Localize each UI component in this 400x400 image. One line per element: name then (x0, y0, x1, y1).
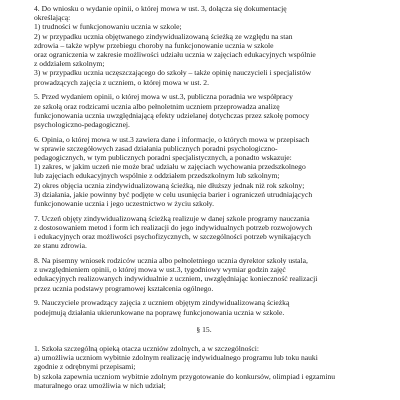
text-line: 8. Na pisemny wniosek rodziców ucznia albo pełnoletniego ucznia dyrektor szkoły ustala, (34, 256, 308, 266)
text-line: 1. Szkoła szczególną opieką otacza uczniów zdolnych, a w szczególności: (34, 344, 259, 353)
text-line: oraz ograniczenia w zakresie możliwości udziału ucznia w zajęciach edukacyjnych wspólnie (34, 50, 316, 60)
text-line: 9. Nauczyciele prowadzący zajęcia z uczniem objętym zindywidualizowaną ścieżką (34, 298, 290, 308)
paragraph-7 (34, 214, 374, 251)
text-line: 5. Przed wydaniem opinii, o której mowa w ust.3, publiczna poradnia we współpracy (34, 92, 293, 102)
text-line: zgodnie z odrębnymi przepisami; (34, 362, 136, 372)
text-line: 7. Uczeń objęty zindywidualizowaną ścieżką realizuje w danej szkole programy nauczania (34, 213, 310, 223)
paragraph-6 (34, 135, 374, 209)
text-line: lub zajęciach edukacyjnych wspólnie z oddziałem przedszkolnym lub szkolnym; (34, 171, 280, 181)
text-line: 3) działania, jakie powinny być podjęte w celu usunięcia barier i ograniczeń utrudniających (34, 189, 313, 199)
paragraph-8 (34, 256, 374, 293)
section-heading: § 15. (196, 324, 212, 334)
text-line: przez ucznia podstawy programowej kształcenia ogólnego. (34, 283, 214, 293)
text-line: z oddziałem szkolnym; (34, 59, 105, 69)
text-line: 4. Do wniosku o wydanie opinii, o której mowa w ust. 3, dołącza się dokumentację (34, 4, 287, 13)
text-line: podejmują działania ukierunkowane na poprawę funkcjonowania ucznia w szkole. (34, 307, 285, 317)
text-line: ze szkołą oraz rodzicami ucznia albo pełnoletnim uczniem przeprowadza analizę (34, 101, 280, 111)
text-line: określającą: (34, 13, 71, 23)
text-line: funkcjonowanie ucznia i jego uczestnictwo w życiu szkoły. (34, 199, 215, 209)
text-line: z dostosowaniem metod i form ich realizacji do jego indywidualnych potrzeb rozwojowych (34, 222, 313, 232)
paragraph-9 (34, 298, 374, 316)
text-line: a) umożliwia uczniom wybitnie zdolnym realizację indywidualnego programu lub toku nauki (34, 353, 318, 363)
text-line: w sprawie szczegółowych zasad działania publicznych poradni psychologiczno- (34, 143, 278, 153)
text-line: zdrowia – także wpływ przebiegu choroby na funkcjonowanie ucznia w szkole (34, 40, 274, 50)
paragraph-5 (34, 92, 374, 129)
text-line: funkcjonowania ucznia uwzględniającą efekty udzielanej dotychczas przez szkołę pomocy (34, 110, 310, 120)
text-line: ze stanu zdrowia. (34, 241, 87, 251)
text-line: maturalnego oraz umożliwia w nich udział; (34, 380, 166, 390)
text-line: psychologiczno-pedagogicznej. (34, 119, 130, 129)
text-line: 1) zakres, w jakim uczeń nie może brać udziału w zajęciach wychowania przedszkolnego (34, 162, 306, 172)
paragraph-4 (34, 4, 374, 87)
text-line: b) szkoła zapewnia uczniom wybitnie zdolnym przygotowanie do konkursów, olimpiad i egzaminu (34, 371, 336, 381)
text-line: z uwzględnieniem opinii, o której mowa w ust.3, tygodniowy wymiar godzin zajęć (34, 265, 286, 275)
text-line: edukacyjnych realizowanych indywidualnie z uczniem, uwzględniając konieczność realizacji (34, 274, 318, 284)
text-line: pedagogicznych, w tym publicznych poradni specjalistycznych, a ponadto wskazuje: (34, 153, 292, 163)
text-line: 2) w przypadku ucznia objętwanego zindywidualizowaną ścieżką ze względu na stan (34, 31, 293, 41)
text-line: 3) w przypadku ucznia uczęszczającego do szkoły – także opinię nauczycieli i specjalistów (34, 68, 312, 78)
text-line: 6. Opinia, o której mowa w ust.3 zawiera dane i informacje, o których mowa w przepisach (34, 134, 310, 144)
text-line: 1) trudności w funkcjonowaniu ucznia w szkole; (34, 22, 182, 32)
paragraph-15-1 (34, 344, 374, 390)
text-line: i edukacyjnych oraz możliwości psychofizycznych, w szczególności potrzeb wynikających (34, 232, 311, 242)
text-line: prowadzących zajęcia z uczniem, o której mowa w ust. 2. (34, 77, 210, 87)
text-line: 2) okres objęcia ucznia zindywidualizowaną ścieżką, nie dłuższy jednak niż rok szkolny; (34, 180, 305, 190)
